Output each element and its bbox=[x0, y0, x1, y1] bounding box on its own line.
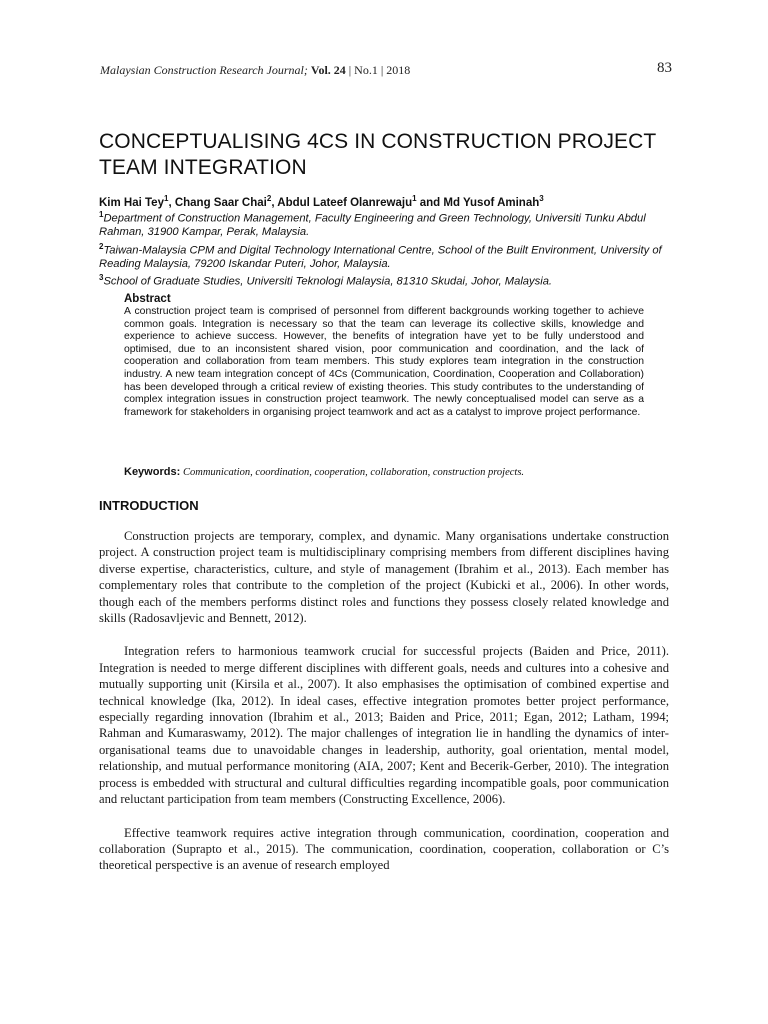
author-separator: , bbox=[271, 196, 278, 209]
keywords-line bbox=[124, 466, 664, 478]
affiliation-mark: 2 bbox=[99, 241, 104, 251]
page-number: 83 bbox=[657, 60, 672, 76]
volume: Vol. 24 bbox=[310, 63, 346, 77]
author-name: Md Yusof Aminah bbox=[443, 196, 540, 209]
author-name: Chang Saar Chai bbox=[174, 196, 267, 209]
body-paragraph: Integration refers to harmonious teamwork crucial for successful projects (Baiden and Price, 2011). Integration is needed to merge different disciplines with different goals, needs and cultures into a cohesive and mutually supporting unit (Kirsila et al., 2007). It also emphasises the optimisation of combined expertise and technical knowledge (Ika, 2012). In ideal cases, effective integration promotes better project performance, especially regarding innovation (Ibrahim et al., 2013; Baiden and Price, 2011; Egan, 2012; Latham, 1994; Rahman and Kumaraswamy, 2012). The major challenges of integration lie in handling the dynamics of inter-organisational teams due to unavoidable changes in leadership, authority, goal orientation, mental model, relationship, and mutual performance monitoring (AIA, 2007; Kent and Becerik-Gerber, 2010). The integration process is embedded with structural and cultural difficulties regarding incompatible goals, poor communication and reluctant participation from team members (Constructing Excellence, 2006). bbox=[99, 644, 669, 807]
author-separator: , bbox=[168, 196, 175, 209]
affiliation-mark: 1 bbox=[99, 210, 104, 219]
affiliation bbox=[99, 240, 679, 272]
keywords-label: Keywords: bbox=[124, 466, 181, 478]
author-affil-mark: 3 bbox=[539, 194, 544, 203]
author-name: Abdul Lateef Olanrewaju bbox=[277, 196, 413, 209]
abstract-body: A construction project team is comprised of personnel from different backgrounds working together to achieve common goals. Integration is necessary so that the team can leverage its collective skills, knowledge and experience to achieve success. However, the benefits of integration have yet to be fully understood and optimised, due to an inconsistent shared vision, poor communication and coordination, and the lack of cooperation and collaboration from team members. This study explores team integration in the construction industry. A new team integration concept of 4Cs (Communication, Coordination, Cooperation and Collaboration) has been developed through a critical review of existing theories. This study contributes to the understanding of complex integration issues in construction project teamwork. The newly conceptualised model can serve as a framework for stakeholders in organising project teamwork and act as a catalyst to improve project performance. bbox=[124, 306, 644, 418]
affiliation bbox=[99, 208, 679, 240]
affiliation-list bbox=[99, 208, 679, 290]
keywords-text: Communication, coordination, cooperation, collaboration, construction projects. bbox=[183, 467, 525, 478]
affiliation bbox=[99, 271, 679, 289]
author-name: Kim Hai Tey bbox=[99, 196, 164, 209]
body-paragraph: Effective teamwork requires active integration through communication, coordination, cooperation and collaboration (Suprapto et al., 2015). The communication, coordination, cooperation, collaboration or C’s theoretical perspective is an avenue of research employed bbox=[99, 825, 669, 873]
author-separator: and bbox=[416, 196, 444, 209]
introduction-body bbox=[99, 528, 669, 891]
journal-name: Malaysian Construction Research Journal; bbox=[100, 63, 308, 77]
running-header bbox=[100, 63, 670, 78]
author-affil-mark: 2 bbox=[266, 194, 272, 203]
affiliation-text: Taiwan-Malaysia CPM and Digital Technology International Centre, School of the Built Environment, University of Reading Malaysia, 79200 Iskandar Puteri, Johor, Malaysia. bbox=[99, 244, 662, 270]
affiliation-text: Department of Construction Management, Faculty Engineering and Green Technology, Universiti Tunku Abdul Rahman, 31900 Kampar, Perak, Malaysia. bbox=[99, 212, 646, 239]
paper-title: CONCEPTUALISING 4CS IN CONSTRUCTION PROJECT TEAM INTEGRATION bbox=[99, 130, 656, 179]
affiliation-mark: 3 bbox=[99, 273, 104, 283]
abstract-heading: Abstract bbox=[124, 293, 171, 305]
section-heading-introduction: INTRODUCTION bbox=[99, 498, 199, 513]
body-paragraph: Construction projects are temporary, complex, and dynamic. Many organisations undertake construction project. A construction project team is multidisciplinary comprising members from different disciplines having diverse expertise, characteristics, culture, and style of management (Ibrahim et al., 2013). Each member has complementary roles that contribute to the completion of the project (Kubicki et al., 2006). In other words, though each of the members performs distinct roles and functions they possess closely related knowledge and skills (Radosavljevic and Bennett, 2012). bbox=[99, 529, 669, 626]
affiliation-text: School of Graduate Studies, Universiti Teknologi Malaysia, 81310 Skudai, Johor, Malaysia. bbox=[103, 276, 553, 289]
abstract-block bbox=[124, 292, 644, 419]
author-affil-mark: 1 bbox=[412, 194, 417, 203]
issue-year: | No.1 | 2018 bbox=[348, 63, 411, 77]
author-affil-mark: 1 bbox=[163, 194, 169, 203]
author-list bbox=[99, 194, 679, 209]
